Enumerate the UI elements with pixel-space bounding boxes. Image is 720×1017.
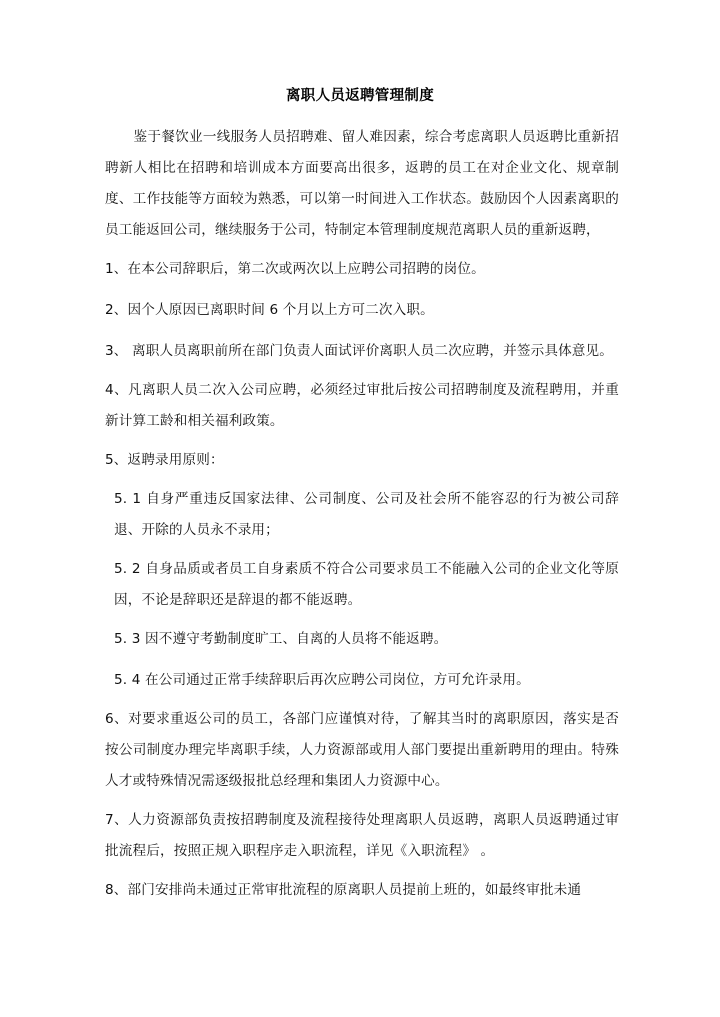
paragraph-spacer: [105, 285, 619, 295]
paragraph-spacer: [105, 616, 619, 624]
clause-3: 3、 离职人员离职前所在部门负责人面试评价离职人员二次应聘，并签示具体意见。: [105, 343, 614, 359]
clause-4: 4、凡离职人员二次入公司应聘，必须经过审批后按公司招聘制度及流程聘用，并重新计算工龄和相关福利政策。: [105, 382, 619, 429]
document-body: [105, 122, 619, 906]
clause-6: 6、对要求重返公司的员工，各部门应谨慎对待，了解其当时的离职原因，落实是否按公司制度办理完毕离职手续，人力资源部或用人部门要提出重新聘用的理由。特殊人才或特殊情况需逐级报批总经理和集团人力资源中心。: [105, 711, 619, 789]
paragraph-spacer: [105, 326, 619, 336]
clause-5: 5、返聘录用原则：: [105, 452, 224, 468]
paragraph-spacer: [105, 437, 619, 445]
paragraph-spacer: [105, 797, 619, 805]
paragraph-spacer: [105, 867, 619, 875]
subclause-5-2: 5. 2 自身品质或者员工自身素质不符合公司要求员工不能融入公司的企业文化等原因，不论是辞职还是辞退的都不能返聘。: [114, 561, 619, 608]
clause-1: 1、在本公司辞职后，第二次或两次以上应聘公司招聘的岗位。: [105, 261, 485, 277]
intro-paragraph: 鉴于餐饮业一线服务人员招聘难、留人难因素，综合考虑离职人员返聘比重新招聘新人相比在招聘和培训成本方面要高出很多，返聘的员工在对企业文化、规章制度、工作技能等方面较为熟悉，可以第一时间进入工作状态。鼓励因个人因素离职的员工能返回公司，继续服务于公司，特制定本管理制度规范离职人员的重新返聘，: [105, 129, 619, 238]
subclause-5-4: 5. 4 在公司通过正常手续辞职后再次应聘公司岗位，方可允许录用。: [114, 672, 530, 688]
paragraph-spacer: [105, 546, 619, 554]
subclause-5-1: 5. 1 自身严重违反国家法律、公司制度、公司及社会所不能容忍的行为被公司辞退、开除的人员永不录用；: [114, 491, 619, 538]
clause-8: 8、部门安排尚未通过正常审批流程的原离职人员提前上班的，如最终审批未通: [105, 882, 582, 898]
clause-7: 7、人力资源部负责按招聘制度及流程接待处理离职人员返聘，离职人员返聘通过审批流程后，按照正规入职程序走入职流程，详见《入职流程》 。: [105, 812, 619, 859]
paragraph-spacer: [105, 367, 619, 375]
clause-2: 2、因个人原因已离职时间 6 个月以上方可二次入职。: [105, 302, 434, 318]
document-title: 离职人员返聘管理制度: [286, 88, 434, 104]
paragraph-spacer: [105, 696, 619, 704]
paragraph-spacer: [105, 655, 619, 665]
paragraph-spacer: [105, 246, 619, 254]
paragraph-spacer: [105, 476, 619, 484]
subclause-5-3: 5. 3 因不遵守考勤制度旷工、自离的人员将不能返聘。: [114, 631, 448, 647]
